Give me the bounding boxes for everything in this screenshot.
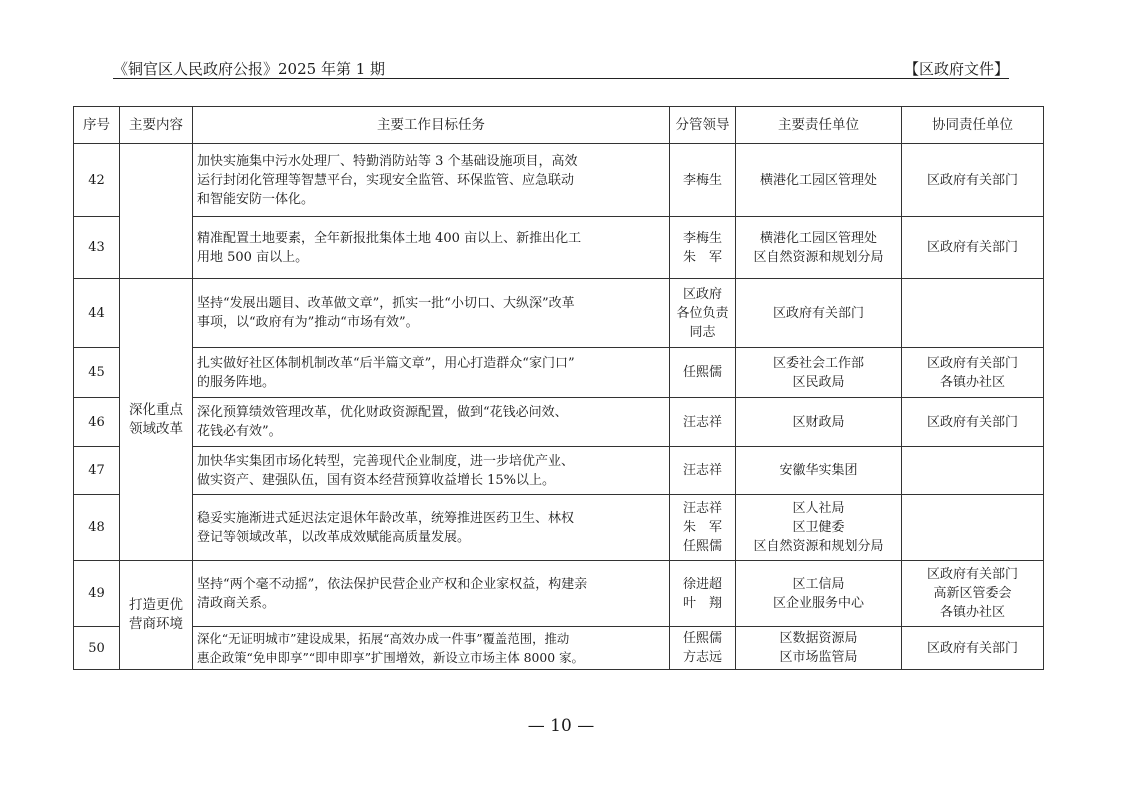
row-no: 45	[74, 348, 120, 398]
journal-title: 《铜官区人民政府公报》2025 年第 1 期	[113, 60, 386, 78]
leader-cell: 区政府 各位负责 同志	[670, 279, 736, 348]
row-no: 49	[74, 561, 120, 627]
leader-cell: 徐进超 叶 翔	[670, 561, 736, 627]
row-no: 44	[74, 279, 120, 348]
category-cell: 打造更优 营商环境	[120, 561, 193, 670]
task-table	[73, 106, 1044, 670]
co-unit-cell: 区政府有关部门 高新区管委会 各镇办社区	[902, 561, 1044, 627]
main-unit-cell: 区委社会工作部 区民政局	[736, 348, 902, 398]
task-cell: 稳妥实施渐进式延迟法定退休年龄改革，统筹推进医药卫生、林权 登记等领域改革，以改革成效赋能高质量发展。	[193, 495, 670, 561]
table-row	[74, 561, 1044, 627]
task-cell: 精准配置土地要素，全年新报批集体土地 400 亩以上、新推出化工 用地 500 亩以上。	[193, 217, 670, 279]
col-header-main-unit: 主要责任单位	[736, 107, 902, 144]
col-header-leader: 分管领导	[670, 107, 736, 144]
task-cell: 深化预算绩效管理改革，优化财政资源配置，做到“花钱必问效、 花钱必有效”。	[193, 398, 670, 447]
row-no: 42	[74, 144, 120, 217]
table-row	[74, 447, 1044, 495]
task-cell: 坚持“两个毫不动摇”，依法保护民营企业产权和企业家权益，构建亲 清政商关系。	[193, 561, 670, 627]
co-unit-cell: 区政府有关部门	[902, 144, 1044, 217]
header-rule	[113, 78, 1009, 79]
co-unit-cell	[902, 279, 1044, 348]
co-unit-cell: 区政府有关部门	[902, 217, 1044, 279]
category-cell	[120, 144, 193, 279]
table-row	[74, 144, 1044, 217]
row-no: 46	[74, 398, 120, 447]
page-number: — 10 —	[527, 716, 595, 736]
col-header-co-unit: 协同责任单位	[902, 107, 1044, 144]
leader-cell: 汪志祥	[670, 398, 736, 447]
leader-cell: 李梅生 朱 军	[670, 217, 736, 279]
row-no: 47	[74, 447, 120, 495]
main-unit-cell: 区政府有关部门	[736, 279, 902, 348]
table-row	[74, 348, 1044, 398]
task-cell: 加快实施集中污水处理厂、特勤消防站等 3 个基础设施项目，高效 运行封闭化管理等智慧平台，实现安全监管、环保监管、应急联动 和智能安防一体化。	[193, 144, 670, 217]
leader-cell: 任熙儒 方志远	[670, 627, 736, 670]
task-cell: 坚持“发展出题目、改革做文章”，抓实一批“小切口、大纵深”改革 事项，以“政府有为”推动“市场有效”。	[193, 279, 670, 348]
co-unit-cell: 区政府有关部门	[902, 627, 1044, 670]
main-unit-cell: 区工信局 区企业服务中心	[736, 561, 902, 627]
section-tag: 【区政府文件】	[903, 60, 1009, 78]
row-no: 50	[74, 627, 120, 670]
category-cell: 深化重点 领域改革	[120, 279, 193, 561]
col-header-no: 序号	[74, 107, 120, 144]
table-row	[74, 627, 1044, 670]
table-row	[74, 217, 1044, 279]
leader-cell: 李梅生	[670, 144, 736, 217]
leader-cell: 汪志祥	[670, 447, 736, 495]
leader-cell: 任熙儒	[670, 348, 736, 398]
task-cell: 扎实做好社区体制机制改革“后半篇文章”，用心打造群众“家门口” 的服务阵地。	[193, 348, 670, 398]
co-unit-cell: 区政府有关部门 各镇办社区	[902, 348, 1044, 398]
table-row	[74, 398, 1044, 447]
leader-cell: 汪志祥 朱 军 任熙儒	[670, 495, 736, 561]
co-unit-cell	[902, 495, 1044, 561]
co-unit-cell	[902, 447, 1044, 495]
table-row	[74, 495, 1044, 561]
main-unit-cell: 区人社局 区卫健委 区自然资源和规划分局	[736, 495, 902, 561]
co-unit-cell: 区政府有关部门	[902, 398, 1044, 447]
table-header-row	[74, 107, 1044, 144]
main-unit-cell: 区财政局	[736, 398, 902, 447]
col-header-category: 主要内容	[120, 107, 193, 144]
table-row	[74, 279, 1044, 348]
col-header-task: 主要工作目标任务	[193, 107, 670, 144]
main-unit-cell: 横港化工园区管理处 区自然资源和规划分局	[736, 217, 902, 279]
main-unit-cell: 区数据资源局 区市场监管局	[736, 627, 902, 670]
row-no: 48	[74, 495, 120, 561]
task-cell: 加快华实集团市场化转型，完善现代企业制度，进一步培优产业、 做实资产、建强队伍，国有资本经营预算收益增长 15%以上。	[193, 447, 670, 495]
page-header	[113, 58, 1009, 80]
task-cell: 深化“无证明城市”建设成果，拓展“高效办成一件事”覆盖范围，推动 惠企政策“免申即享”“即申即享”扩围增效，新设立市场主体 8000 家。	[193, 627, 670, 670]
row-no: 43	[74, 217, 120, 279]
main-unit-cell: 安徽华实集团	[736, 447, 902, 495]
main-unit-cell: 横港化工园区管理处	[736, 144, 902, 217]
